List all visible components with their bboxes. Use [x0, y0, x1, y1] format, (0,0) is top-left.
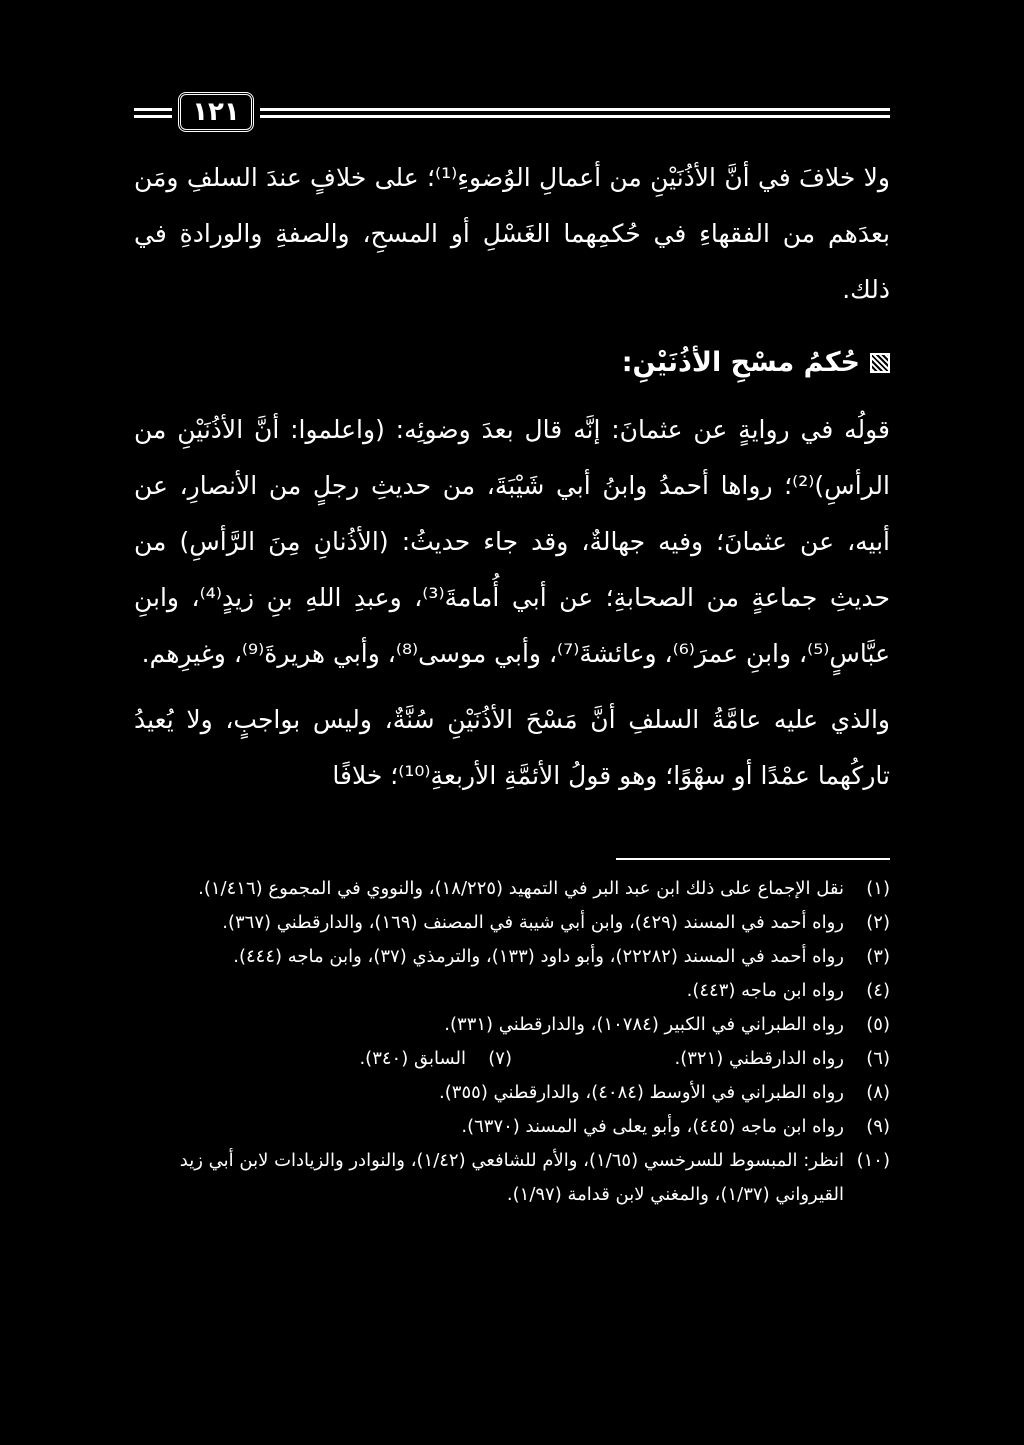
footnote-item — [512, 1042, 890, 1076]
footnote-item — [134, 1008, 890, 1042]
footnote-item — [134, 1110, 890, 1144]
footnote-number: (٦) — [866, 1048, 890, 1069]
footnote-item — [134, 940, 890, 974]
footnote-number: (٥) — [866, 1014, 890, 1035]
footnote-text: نقل الإجماع على ذلك ابن عبد البر في التمهيد (١٨/٢٢٥)، والنووي في المجموع (١/٤١٦). — [198, 878, 844, 899]
header-rule-right — [260, 108, 890, 118]
section-heading-text: حُكمُ مسْحِ الأذُنَيْنِ: — [621, 347, 860, 378]
footnote-text: السابق (٣٤٠). — [359, 1048, 466, 1069]
header-rule-left — [134, 108, 172, 118]
footnote-text: رواه الدارقطني (٣٢١). — [674, 1048, 844, 1069]
body-paragraph: قولُه في روايةٍ عن عثمانَ: إنَّه قال بعدَ وضوئِه: (واعلموا: أنَّ الأذُنَيْنِ من الرأسِ)⁽²⁾؛ رواها أحمدُ وابنُ أبي شَيْبَةَ، من حديثِ رجلٍ من الأنصارِ، عن أبيه، عن عثمانَ؛ وفيه جهالةٌ، وقد جاء حديثُ: (الأذُنانِ مِنَ الرَّأسِ) من حديثِ جماعةٍ من الصحابةِ؛ عن أبي أُمامةَ⁽³⁾، وعبدِ اللهِ بنِ زيدٍ⁽⁴⁾، وابنِ عبَّاسٍ⁽⁵⁾، وابنِ عمرَ⁽⁶⁾، وعائشةَ⁽⁷⁾، وأبي موسى⁽⁸⁾، وأبي هريرةَ⁽⁹⁾، وغيرِهم. — [134, 415, 890, 668]
footnote-item — [134, 974, 890, 1008]
section-heading — [134, 336, 890, 390]
footnote-row-split — [134, 1042, 890, 1076]
ornament-square-icon — [870, 353, 890, 373]
footnote-text: رواه الطبراني في الكبير (١٠٧٨٤)، والدارقطني (٣٣١). — [444, 1014, 844, 1035]
footnote-number: (٧) — [488, 1048, 512, 1069]
footnote-number: (١٠) — [856, 1150, 890, 1171]
footnote-text: رواه أحمد في المسند (٤٢٩)، وابن أبي شيبة في المصنف (١٦٩)، والدارقطني (٣٦٧). — [222, 912, 844, 933]
footnote-text: رواه ابن ماجه (٤٤٣). — [686, 980, 844, 1001]
page-number-badge — [178, 92, 254, 132]
footnote-item — [134, 1076, 890, 1110]
footnote-number: (٢) — [866, 912, 890, 933]
footnote-item — [134, 872, 890, 906]
footnote-item — [134, 906, 890, 940]
footnote-divider — [616, 858, 890, 860]
footnote-text: رواه الطبراني في الأوسط (٤٠٨٤)، والدارقطني (٣٥٥). — [439, 1082, 844, 1103]
footnote-text: رواه ابن ماجه (٤٤٥)، وأبو يعلى في المسند (٦٣٧٠). — [461, 1116, 844, 1137]
footnote-number: (٣) — [866, 946, 890, 967]
footnote-number: (٤) — [866, 980, 890, 1001]
page-header — [134, 88, 890, 144]
footnote-number: (١) — [866, 878, 890, 899]
footnote-number: (٩) — [866, 1116, 890, 1137]
footnote-item — [134, 1144, 890, 1212]
main-text — [134, 150, 890, 804]
intro-paragraph: ولا خلافَ في أنَّ الأذُنَيْنِ من أعمالِ الوُضوءِ⁽¹⁾؛ على خلافٍ عندَ السلفِ ومَن بعدَهم من الفقهاءِ في حُكمِهما الغَسْلِ أو المسحِ، والصفةِ والورادةِ في ذلك. — [134, 163, 890, 304]
body-paragraph: والذي عليه عامَّةُ السلفِ أنَّ مَسْحَ الأذُنَيْنِ سُنَّةٌ، وليس بواجبٍ، ولا يُعيدُ تاركُهما عمْدًا أو سهْوًا؛ وهو قولُ الأئمَّةِ الأربعةِ⁽¹⁰⁾؛ خلافًا — [134, 705, 890, 790]
footnote-text: انظر: المبسوط للسرخسي (١/٦٥)، والأم للشافعي (١/٤٢)، والنوادر والزيادات لابن أبي زيد القيرواني (١/٣٧)، والمغني لابن قدامة (١/٩٧). — [179, 1150, 844, 1205]
footnotes — [134, 872, 890, 1212]
footnote-item — [134, 1042, 512, 1076]
page-number: ١٢١ — [192, 97, 240, 127]
footnote-text: رواه أحمد في المسند (٢٢٢٨٢)، وأبو داود (١٣٣)، والترمذي (٣٧)، وابن ماجه (٤٤٤). — [233, 946, 844, 967]
footnote-number: (٨) — [866, 1082, 890, 1103]
